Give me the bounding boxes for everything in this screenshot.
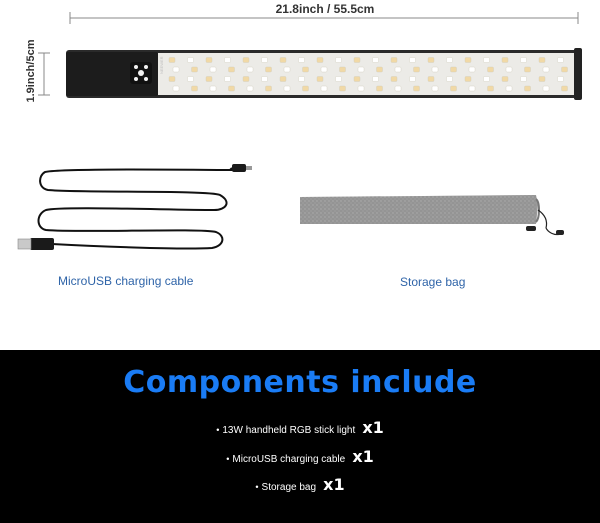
led-chip [451, 86, 457, 91]
component-quantity: x1 [362, 418, 384, 437]
led-chip [262, 58, 268, 63]
bag-caption: Storage bag [400, 275, 466, 289]
led-chip [225, 77, 231, 82]
micro-usb-plug [232, 164, 252, 172]
led-chip [488, 67, 494, 72]
led-chip [414, 86, 420, 91]
led-chip [266, 86, 272, 91]
height-dimension-label: 1.9inch/5cm [25, 39, 37, 103]
led-chip [543, 86, 549, 91]
led-chip [488, 86, 494, 91]
led-chip [525, 86, 531, 91]
led-chip [521, 77, 527, 82]
led-chip [502, 77, 508, 82]
led-chip [229, 67, 235, 72]
led-chip [432, 67, 438, 72]
led-chip [192, 67, 198, 72]
led-chip [465, 58, 471, 63]
led-chip [206, 58, 212, 63]
component-item-stick-light [0, 418, 600, 437]
led-chip [210, 67, 216, 72]
led-chip [469, 86, 475, 91]
led-chip [539, 77, 545, 82]
bullet: • [255, 482, 259, 492]
led-chip [210, 86, 216, 91]
led-chip [373, 58, 379, 63]
led-chip [280, 77, 286, 82]
led-chip [247, 86, 253, 91]
led-chip [469, 67, 475, 72]
led-chip [391, 77, 397, 82]
component-label: MicroUSB charging cable [232, 454, 346, 465]
led-chip [506, 67, 512, 72]
led-chip [558, 77, 564, 82]
cable-caption: MicroUSB charging cable [58, 274, 194, 288]
led-chip [169, 58, 175, 63]
led-chip [247, 67, 253, 72]
brand-text: NEEWER [159, 56, 164, 74]
led-chip [373, 77, 379, 82]
led-chip [262, 77, 268, 82]
led-chip [506, 86, 512, 91]
led-chip [428, 77, 434, 82]
led-chip [266, 67, 272, 72]
led-chip [188, 58, 194, 63]
led-chip [521, 58, 527, 63]
led-chip [284, 86, 290, 91]
led-chip [414, 67, 420, 72]
led-chip [303, 86, 309, 91]
led-chip [340, 67, 346, 72]
led-chip [206, 77, 212, 82]
led-chip [358, 86, 364, 91]
led-chip [192, 86, 198, 91]
component-label: 13W handheld RGB stick light [222, 425, 356, 436]
usb-cable [39, 168, 241, 249]
led-chip [336, 77, 342, 82]
led-chip [465, 77, 471, 82]
led-chip [447, 77, 453, 82]
led-chip [299, 77, 305, 82]
led-chip [395, 86, 401, 91]
components-headline: Components include [123, 365, 477, 400]
led-chip [558, 58, 564, 63]
led-chip [525, 67, 531, 72]
usb-a-plug [18, 238, 54, 250]
led-chip [321, 86, 327, 91]
led-chip [243, 77, 249, 82]
led-chip [447, 58, 453, 63]
storage-bag [300, 195, 564, 235]
led-stick-light [66, 48, 582, 100]
led-chip [321, 67, 327, 72]
led-chip [243, 58, 249, 63]
led-chip [539, 58, 545, 63]
led-chip [299, 58, 305, 63]
led-chip [377, 86, 383, 91]
led-chip [284, 67, 290, 72]
component-item-bag [0, 475, 600, 494]
led-chip [225, 58, 231, 63]
led-chip [336, 58, 342, 63]
led-chip [484, 77, 490, 82]
led-chip [173, 86, 179, 91]
led-chip [377, 67, 383, 72]
led-chip [173, 67, 179, 72]
led-chip [432, 86, 438, 91]
width-dimension-label: 21.8inch / 55.5cm [275, 2, 375, 16]
led-chip [354, 58, 360, 63]
led-chip [303, 67, 309, 72]
led-chip [354, 77, 360, 82]
led-chip [395, 67, 401, 72]
led-chip [562, 67, 568, 72]
component-quantity: x1 [323, 475, 345, 494]
led-chip [169, 77, 175, 82]
control-buttons [130, 62, 152, 84]
led-chip [451, 67, 457, 72]
led-chip [410, 58, 416, 63]
led-chip [280, 58, 286, 63]
bullet: • [216, 425, 220, 435]
led-chip [502, 58, 508, 63]
led-chip [391, 58, 397, 63]
led-chip [317, 77, 323, 82]
led-chip [188, 77, 194, 82]
led-chip [229, 86, 235, 91]
bullet: • [226, 454, 230, 464]
led-chip [543, 67, 549, 72]
led-chip [428, 58, 434, 63]
component-quantity: x1 [352, 447, 374, 466]
component-label: Storage bag [261, 482, 317, 493]
led-chip [358, 67, 364, 72]
led-chip [340, 86, 346, 91]
led-chip [317, 58, 323, 63]
led-chip [484, 58, 490, 63]
led-chip [562, 86, 568, 91]
component-item-cable [0, 447, 600, 466]
led-chip [410, 77, 416, 82]
